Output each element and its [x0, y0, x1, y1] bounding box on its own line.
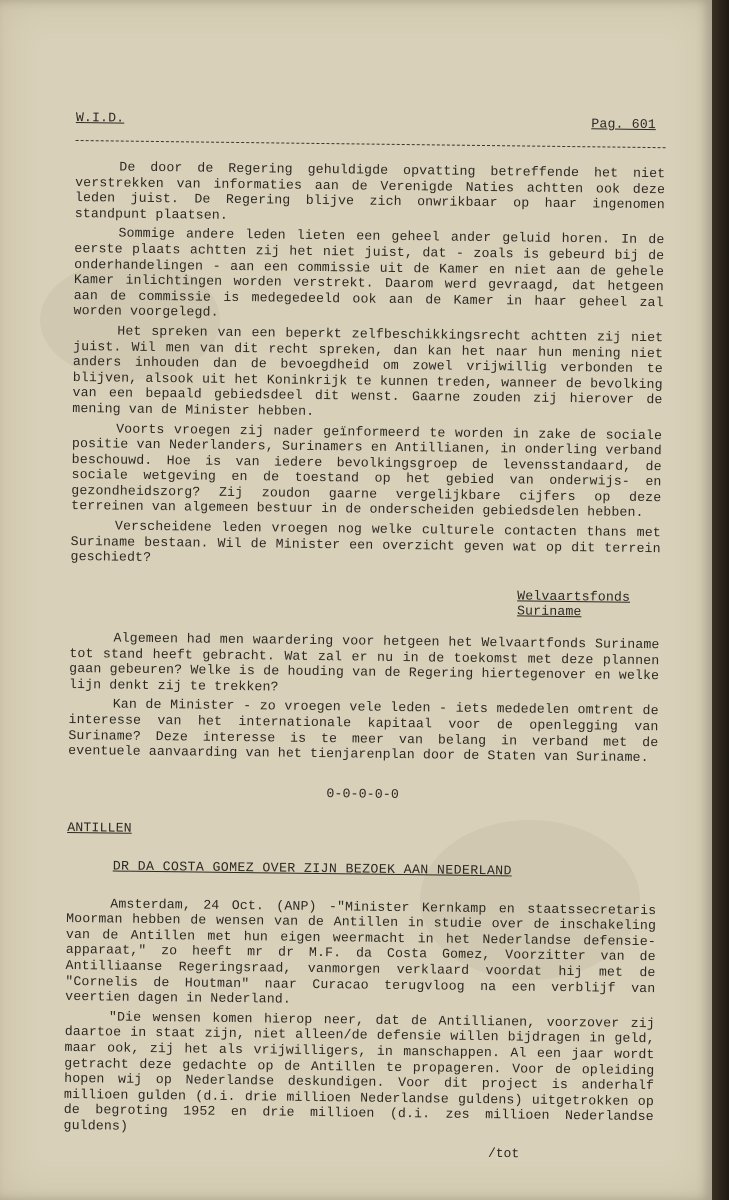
- paragraph: De door de Regering gehuldigde opvatting betreffende het niet verstrekken van informaties aan de Verenigde Naties achtten ook deze leden juist. De Regering blijve zich onwrikbaar op haar ingenomen standpunt plaatsen.: [74, 159, 666, 223]
- section-heading-line: Suriname: [516, 603, 582, 620]
- paragraph: Sommige andere leden lieten een geheel ander geluid horen. In de eerste plaats achtten zij het niet juist, dat - zoals is gebeurd bij de onderhandelingen - aan een commissie uit de Kamer en niet aan de gehele Kamer inlichtingen worden verstrekt. Daarom werd gevraagd, dat hetgeen aan de commissie is medegedeeld ook aan de Kamer in haar geheel zal worden voorgelegd.: [73, 225, 665, 321]
- article-headline: DR DA COSTA GOMEZ OVER ZIJN BEZOEK AAN NEDERLAND: [112, 858, 512, 879]
- separator: 0-0-0-0-0: [326, 785, 400, 802]
- typewritten-text: [63, 110, 666, 1145]
- paragraph: Voorts vroegen zij nader geïnformeerd te worden in zake de sociale positie van Nederlanders, Surinamers en Antillianen, in onderling verband beschouwd. Hoe is van iedere bevolkingsgroep de levensstandaard, de sociale wetgeving en de toestand op het gebied van onderwijs- en gezondheidszorg? Zij zoudon gaarne vergelijkbare cijfers op deze terreinen van algemeen bestuur in de onderscheiden gebiedsdelen hebben.: [71, 421, 663, 521]
- page-turnover: /tot: [487, 1145, 520, 1162]
- paragraph: Algemeen had men waardering voor hetgeen het Welvaartfonds Suriname tot stand heeft gebracht. Wat zal er nu in de toekomst met deze plannen gaan gebeuren? Welke is de houding van de Regering hiertegenover en welke lijn denkt zij te trekken?: [68, 630, 660, 695]
- page-header: [76, 110, 666, 148]
- section-heading-welvaartsfonds: [70, 583, 660, 621]
- section-heading-line: Welvaartsfonds: [517, 588, 631, 605]
- source-label: W.I.D.: [75, 110, 125, 126]
- paragraph: Het spreken van een beperkt zelfbeschikkingsrecht achtten zij niet juist. Wil men van dit recht spreken, dan kan het naar hun mening niet anders inhouden dan de bevoegdheid om zowel vrijwillig verbonden te blijven, alsook uit het Koninkrijk te kunnen treden, wanneer de bevolking van een bepaald gebiedsdeel dit wenst. Gaarne zouden zij hierover de mening van de Minister hebben.: [72, 323, 664, 419]
- page-edge: [712, 0, 729, 1200]
- paragraph: Amsterdam, 24 Oct. (ANP) -"Minister Kernkamp en staatssecretaris Moorman hebben de wensen van de Antillen in studie over de inschakeling van de Antillen met hun eigen weermacht in het Nederlandse defensie-apparaat," zo heeft mr dr M.F. da Costa Gomez, Voorzitter van de Antilliaanse Regeringsraad, vanmorgen verklaard voordat hij met de "Cornelis de Houtman" naar Curacao terugvloog na een verblijf van veertien dagen in Nederland.: [65, 896, 657, 1007]
- page-number: Pag. 601: [591, 116, 656, 133]
- paragraph: Kan de Minister - zo vroegen vele leden - iets mededelen omtrent de interesse van het internationale kapitaal voor de openlegging van Suriname? Deze interesse is te meer van belang in verband met de eventuele aanvaarding van het tienjarenplan door de Staten van Suriname.: [68, 696, 659, 766]
- paragraph: Verscheidene leden vroegen nog welke culturele contacten thans met Suriname bestaan. Wil de Minister een overzicht geven wat op dit terrein geschiedt?: [70, 518, 661, 566]
- paragraph: "Die wensen komen hierop neer, dat de Antillianen, voorzover zij daartoe in staat zijn, niet alleen/de defensie willen bijdragen in geld, maar ook, zij het als vrijwilligers, in manschappen. Al een jaar wordt getracht deze gedachte op de Antillen te propageren. Voor de opleiding hopen wij op Nederlandse deskundigen. Voor dit project is anderhalf millioen gulden (d.i. drie millioen Nederlandse guldens) uitgetrokken op de begroting 1952 en drie millioen (d.i. zes millioen Nederlandse guldens): [63, 1009, 655, 1134]
- section-heading-antillen: ANTILLEN: [67, 820, 132, 837]
